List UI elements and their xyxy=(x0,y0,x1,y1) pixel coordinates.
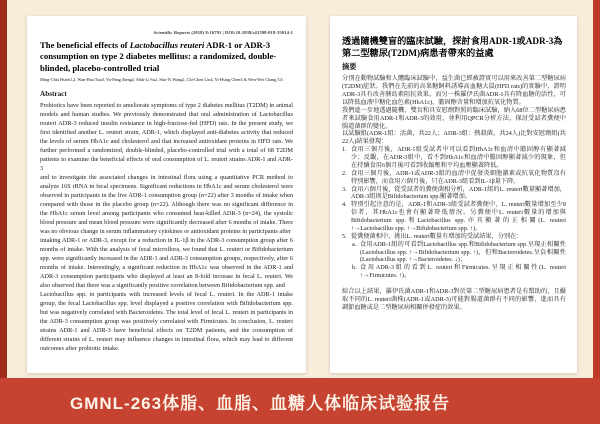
finding-item xyxy=(342,201,566,233)
bottom-banner xyxy=(0,378,600,424)
abstract-paragraph: intaking ADR-1 or ADR-3, except for a reduction in IL-1β in the ADR-3 consumption group after 6 months of intake. With the analysis of fecal microflora, we found that L. reuteri or Bifidobacterium spp. were significantly increased in the ADR-1 and ADR-3 consumption groups, respectively, after 6 months of intake. Interestingly, a significant reduction in HbA1c was observed in the ADR-1 and ADR-3 consumption participants who displayed at least an 8-fold increase in fecal L. reuteri. We also observed that there was a significantly positive correlation between Bifidobacterium spp. and xyxy=(40,237,293,290)
chinese-findings-list xyxy=(342,146,566,280)
abstract-paragraph: Lactobacillus spp. in participants with increased levels of fecal L. reuteri. In the ADR-1 intake group, the fecal Lactobacillus spp. level displayed a positive correlation with Bifidobacterium spp. but was negatively correlated with Bacteroidetes. The total level of fecal L. reuteri in participants in the ADR-3 consumption group was positively correlated with Firmicutes. In conclusion, L. reuteri strains ADR-1 and ADR-3 have beneficial effects on T2DM patients, and the consumption of different strains of L. reuteri may influence changes in intestinal flora, which may lead to different outcomes after probiotic intake. xyxy=(40,291,293,353)
finding-marker: b. xyxy=(352,264,357,272)
finding-marker: 4. xyxy=(342,201,347,209)
banner-title: GMNL-263体脂、血脂、血糖人体临床试验报告 xyxy=(70,393,451,413)
finding-text: 食用ADR-1組的可看到Lactobacillus spp.和Bifidobacterium spp.呈現正相關性(Lactobacillus spp. ↑→Bifidobacterium spp. ↑)，但和Bacteroidetes.呈負相關性(Lactobacillus spp. ↑→Bacteroidetes. ↓)； xyxy=(360,240,566,264)
chinese-conclusion: 綜合以上結果，羅伊氏菌ADR-1和ADR-3對於第二型糖尿病患者是有幫助的，且攝取不同的L. reuteri菌株(ADR-1或ADR-3)可能對腸道菌群有不同的影響，進而具有調節血糖或是二型糖尿病相關併發症的效果。 xyxy=(342,288,566,311)
chinese-abstract-body xyxy=(342,75,566,311)
paper-title-segment: The beneficial effects of xyxy=(40,40,130,50)
abstract-paragraph: and to investigate the associated changes in intestinal flora using a quantitative PCR method to analyze 16S rRNA in fecal specimens. Significant reductions in HbA1c and serum cholesterol were observed in participants in the live ADR-1 consumption group (n=22) after 3 months of intake when compared with those in the placebo group (n=22). Although there was no significant difference in the HbA1c serum level among participants who consumed heat-killed ADR-3 (n=24), the systolic blood pressure and mean blood pressure were significantly decreased after 6 months of intake. There was no obvious change in serum inflammatory cytokines or antioxidant proteins in participants after xyxy=(40,174,293,236)
chinese-paragraph: 分別在動物試驗和人體臨床試驗中，益生菌已經被證實可以用來改善第二型糖尿病(T2DM)症狀。我們在先前的高果糖飼料誘導高血糖大鼠(HFD rats)的實驗中，證明ADR-3具有改善胰島素阻抗效果。而另一株羅伊氏菌ADR-1具有降血糖的活性，可以降低血液中糖化血色素(HbA1c)、膽固醇含量和增加抗氧化物質。 xyxy=(342,75,566,106)
paper-page-english xyxy=(27,16,306,373)
journal-citation: Scientific Reports (2018) 8:16791 | DOI:10.1038/s41598-018-35014-1 xyxy=(153,30,293,35)
author-list: Ming-Chia Hsieh1,2, Wan-Hua Tsai3, Yu-Pang Jheng2, Shih-Li Su2, Shu-Yi Wang2, Chi-Chen Lin4, Yi-Hsing Chen3 & Wen-Wei Chang 5,6 xyxy=(40,77,283,83)
finding-text: 從糞便菌相中，挑出L. reuteri數量有增加的受試結果，分別在： xyxy=(351,232,523,240)
left-edge-stripe xyxy=(0,0,7,424)
paper-title-segment: Lactobacillus reuteri xyxy=(129,40,205,50)
finding-marker: 5. xyxy=(342,232,347,240)
finding-item xyxy=(342,233,566,241)
chinese-paragraph: 我們進一步地透過隨機、雙盲和具安慰劑對照的臨床試驗，納入68位二型糖尿病患者來試驗食用ADR-1和ADR-3的效用，並利用QPCR分析方法，探討受試者糞便中腸道菌群的變化。 xyxy=(342,106,566,130)
paper-page-chinese xyxy=(330,16,577,373)
chinese-intro-paragraphs xyxy=(342,75,566,146)
finding-marker: 3. xyxy=(342,185,347,193)
finding-text: 食用ADR-3組的看到L. reuteri和Firmicutes.呈現正相關性(L. reuteri ↑→Firmicutes. ↑)。 xyxy=(360,264,566,280)
finding-text: 食用六個月後，從受試者的糞便菌相分析，ADR-1組的L. reuteri數量顯著增加，ADR-3組則是Bifidobacterium spp.顯著增加。 xyxy=(351,185,566,201)
abstract-heading: Abstract xyxy=(40,90,67,99)
finding-text: 特別引起注意的是，ADR-1和ADR-3組受試者糞便中，L. reuteri數量增加至少8倍者，其HbA1c也會有顯著降低情況。另糞便中L. reuteri數量的增加與Bifidobacterium spp.和Lactobacillus spp.亦具顯著的正相關(L. reuteri ↑→Lactobacillus spp. ↑→Bifidobacterium spp. ↑)。 xyxy=(351,201,566,232)
finding-item xyxy=(342,170,566,186)
finding-marker: 2. xyxy=(342,169,347,177)
finding-marker: 1. xyxy=(342,146,347,154)
paper-title xyxy=(40,40,293,74)
finding-text: 食用三個月後，ADR-1組受試者中可以看到HbA1c和血清中膽固醇有顯著減少；反觀，在ADR-3組中，看不到HbA1c和血清中膽固醇顯著減少的現象，但在持續食用6個月後可看到收縮壓和平均血壓顯著降低。 xyxy=(351,146,566,169)
abstract-body xyxy=(40,101,293,353)
finding-item xyxy=(342,146,566,170)
finding-text: 食用三個月後，ADR-1或ADR-3組的血清中促發炎細胞激素或抗氧化物質沒有特別影響，而食用六個月後，只在ADR-3組看到IL-1β量下降。 xyxy=(351,169,566,185)
finding-item xyxy=(352,241,566,265)
chinese-title: 透過隨機雙盲的臨床試驗，探討食用ADR-1或ADR-3為第二型糖尿(T2DM)病患者帶來的益處 xyxy=(342,36,563,59)
chinese-abstract-heading: 摘要 xyxy=(342,63,357,72)
finding-item xyxy=(352,264,566,280)
right-edge-stripe xyxy=(593,0,600,424)
finding-marker: a. xyxy=(352,240,357,248)
paper-title-segment: ADR-1 or ADR-3 consumption on type 2 diabetes mellitus: a randomized, double-blinded, placebo-controlled trial xyxy=(40,40,277,73)
finding-item xyxy=(342,186,566,202)
abstract-paragraph: Probiotics have been reported to ameliorate symptoms of type 2 diabetes mellitus (T2DM) in animal models and human studies. We previously demonstrated that oral administration of Lactobacillus reuteri ADR-3 reduced insulin resistance in high-fructose-fed (HFD) rats. In the present study, we first identified another L. reuteri strain, ADR-1, which displayed anti-diabetes activity that reduced the levels of serum HbA1c and cholesterol and that increased antioxidant proteins in HFD rats. We further performed a randomized, double-blinded, placebo-controlled trial with a total of 68 T2DM patients to examine the beneficial effects of oral consumption of L. reuteri strains ADR-1 and ADR-3 xyxy=(40,102,293,173)
chinese-paragraph: 以試驗組(ADR-1組：活菌，共22人；ADR-3組：熱殺菌，共24人)比對安慰劑組(共22人)結果發現： xyxy=(342,130,566,146)
